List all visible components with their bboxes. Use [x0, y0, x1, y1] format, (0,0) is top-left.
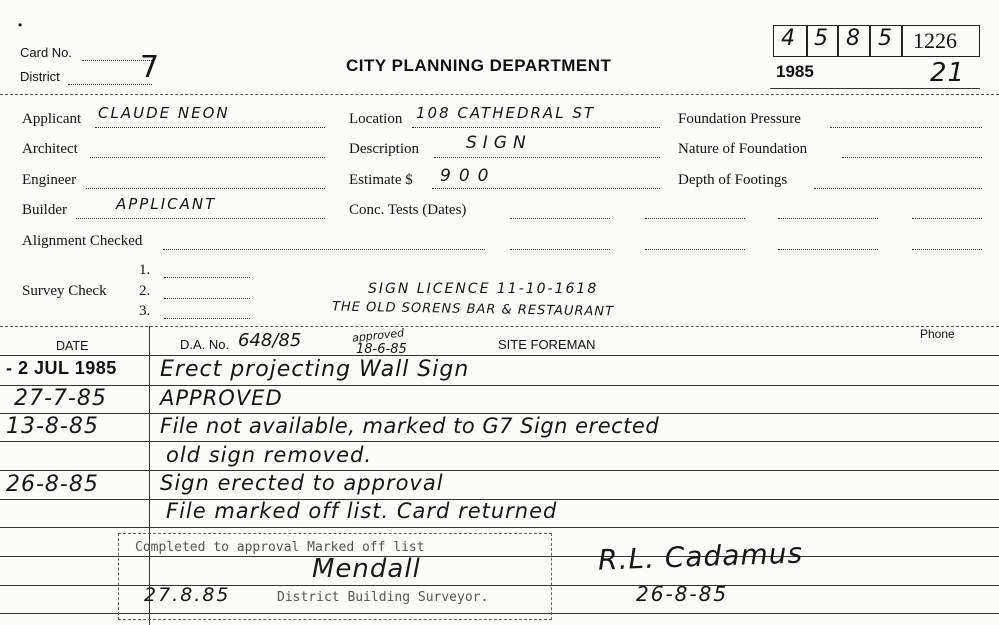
- stamp-signature: Mendall: [312, 554, 421, 584]
- builder-line: [76, 218, 325, 219]
- conc-tests-line-2: [645, 218, 745, 219]
- site-foreman-label: SITE FOREMAN: [498, 337, 596, 352]
- log-date-2: 27-7-85: [14, 386, 107, 411]
- district-label: District: [20, 69, 60, 84]
- inspector-signature: R.L. Cadamus: [597, 536, 804, 577]
- ref-box-4: 5: [870, 25, 902, 57]
- inspector-signature-date: 26-8-85: [636, 582, 729, 606]
- log-date-5: 26-8-85: [6, 472, 99, 497]
- estimate-line: [432, 188, 660, 189]
- log-rule-3: [0, 441, 999, 442]
- depth-footings-line: [814, 188, 982, 189]
- alignment-line-2: [510, 249, 610, 250]
- approved-date: 18-6-85: [356, 342, 407, 357]
- survey-note-licence: SIGN LICENCE 11-10-1618: [368, 281, 599, 297]
- location-line: [412, 127, 660, 128]
- da-no-label: D.A. No.: [180, 337, 230, 352]
- log-entry-5: Sign erected to approval: [160, 471, 444, 495]
- alignment-line-4: [778, 249, 878, 250]
- log-entry-4: old sign removed.: [166, 443, 372, 467]
- log-entry-1: Erect projecting Wall Sign: [160, 357, 470, 382]
- survey-line-1: [164, 277, 250, 278]
- applicant-line: [95, 127, 325, 128]
- survey-number-1: 1.: [139, 262, 151, 278]
- location-label: Location: [349, 111, 403, 127]
- builder-label: Builder: [22, 202, 67, 218]
- small-mark: •: [18, 18, 23, 32]
- department-title: CITY PLANNING DEPARTMENT: [346, 56, 612, 75]
- da-no-value: 648/85: [238, 330, 302, 351]
- conc-tests-label: Conc. Tests (Dates): [349, 202, 467, 218]
- year: 1985: [776, 62, 814, 81]
- foundation-pressure-line: [830, 127, 982, 128]
- log-rule-0: [0, 355, 999, 356]
- stamp-line-1: Completed to approval Marked off list: [135, 540, 425, 555]
- conc-tests-line-4: [912, 218, 982, 219]
- builder-value: APPLICANT: [116, 195, 217, 213]
- log-date-3: 13-8-85: [6, 414, 99, 439]
- depth-footings-label: Depth of Footings: [678, 172, 788, 188]
- survey-line-3: [164, 318, 250, 319]
- alignment-line-5: [912, 249, 982, 250]
- log-rule-1: [0, 385, 999, 386]
- description-line: [434, 157, 660, 158]
- location-value: 108 CATHEDRAL ST: [416, 104, 596, 122]
- phone-label: Phone: [920, 327, 955, 341]
- log-entry-2: APPROVED: [160, 386, 283, 410]
- survey-line-2: [164, 298, 250, 299]
- applicant-label: Applicant: [22, 111, 82, 127]
- applicant-value: CLAUDE NEON: [98, 104, 230, 122]
- date-column-header: DATE: [56, 339, 89, 353]
- survey-check-label: Survey Check: [22, 283, 107, 299]
- estimate-value: 900: [440, 166, 497, 186]
- year-underline: [770, 88, 980, 89]
- log-entry-3: File not available, marked to G7 Sign erected: [160, 414, 660, 438]
- nature-foundation-label: Nature of Foundation: [678, 141, 808, 157]
- description-value: SIGN: [466, 133, 532, 153]
- log-date-1: - 2 JUL 1985: [6, 358, 117, 378]
- survey-number-3: 3.: [139, 303, 151, 319]
- alignment-line: [163, 249, 485, 250]
- district-value: 7: [140, 50, 161, 85]
- log-rule-6: [0, 527, 999, 528]
- survey-number-2: 2.: [139, 283, 151, 299]
- architect-line: [90, 157, 325, 158]
- architect-label: Architect: [22, 141, 78, 157]
- engineer-label: Engineer: [22, 172, 77, 188]
- ref-box-2: 5: [807, 25, 838, 57]
- ref-box-number: 1226: [902, 25, 980, 57]
- description-label: Description: [349, 141, 419, 157]
- header-divider: [0, 94, 999, 95]
- stamp-line-2: District Building Surveyor.: [277, 590, 489, 605]
- alignment-checked-label: Alignment Checked: [22, 233, 143, 249]
- ref-handwritten: 21: [930, 58, 966, 88]
- conc-tests-line-1: [510, 218, 610, 219]
- log-rule-4: [0, 470, 999, 471]
- engineer-line: [86, 188, 325, 189]
- card-no-label: Card No.: [20, 45, 73, 60]
- survey-note-venue: THE OLD SORENS BAR & RESTAURANT: [331, 299, 615, 320]
- stamp-date: 27.8.85: [144, 584, 231, 606]
- alignment-line-3: [645, 249, 745, 250]
- estimate-label: Estimate $: [349, 172, 413, 188]
- foundation-pressure-label: Foundation Pressure: [678, 111, 801, 127]
- ref-box-1: 4: [773, 25, 807, 57]
- log-entry-6: File marked off list. Card returned: [166, 499, 558, 523]
- ref-box-3: 8: [838, 25, 870, 57]
- conc-tests-line-3: [778, 218, 878, 219]
- nature-foundation-line: [842, 157, 982, 158]
- approved-note: approved: [351, 326, 405, 345]
